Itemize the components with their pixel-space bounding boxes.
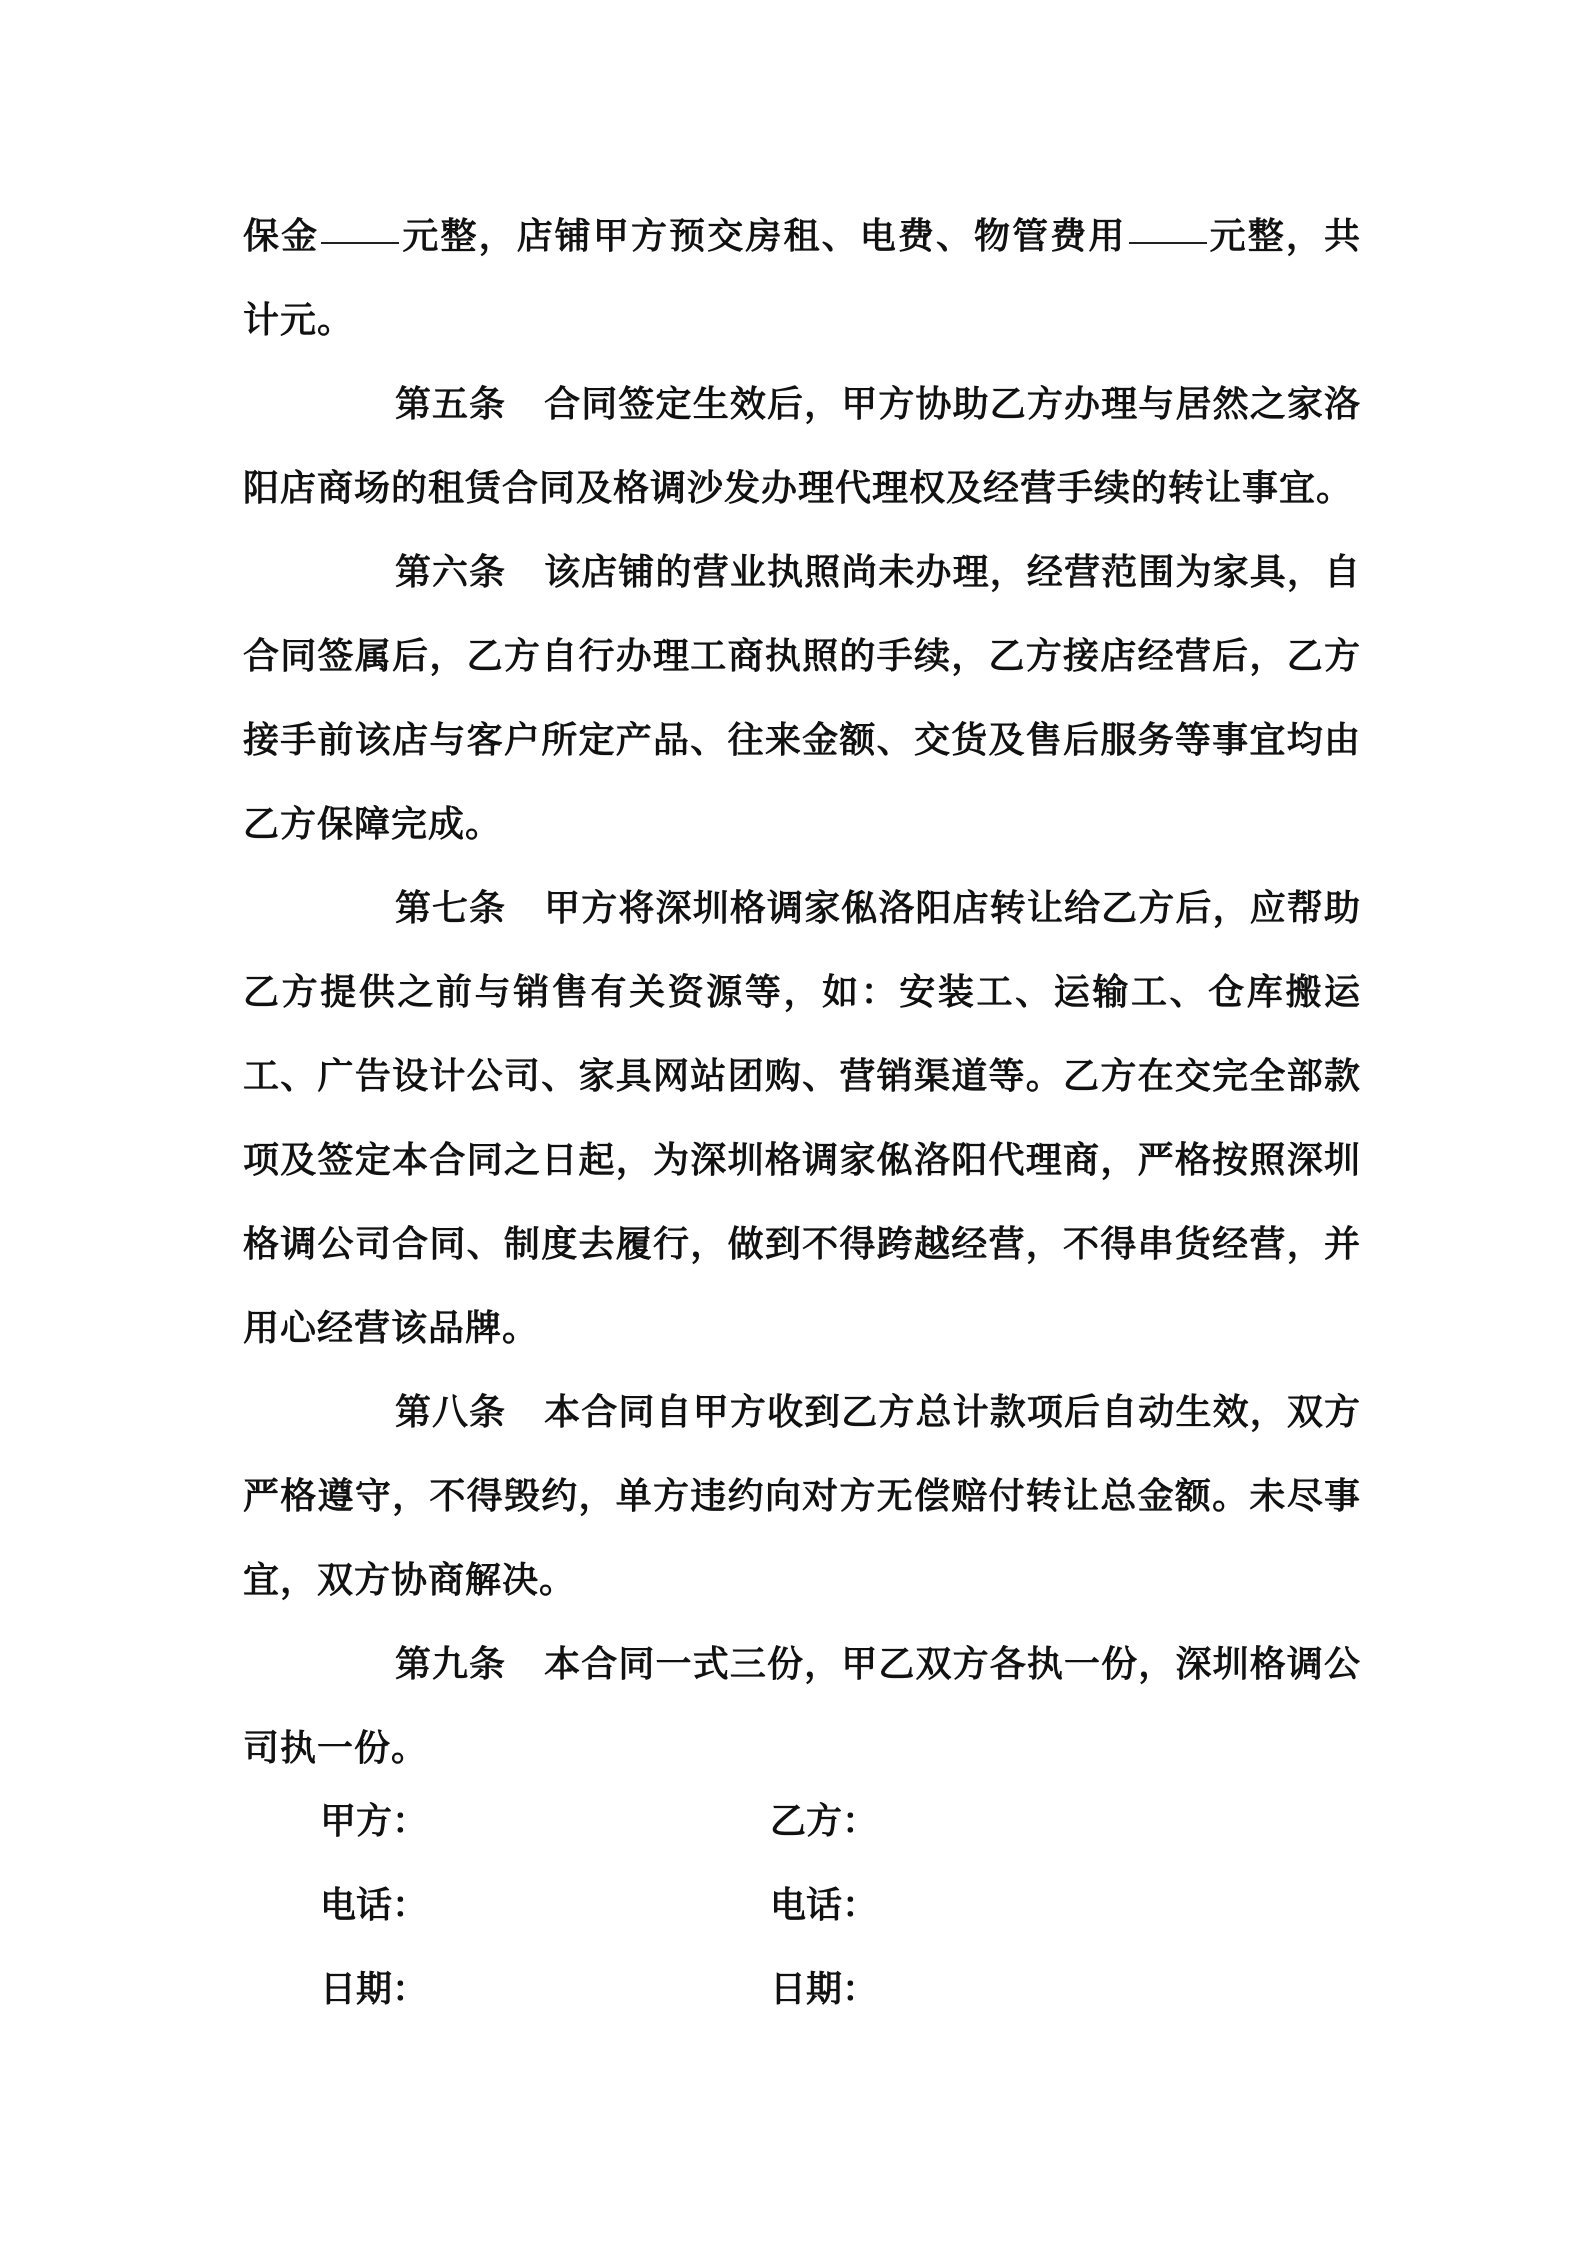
signature-row-phone: [320, 1864, 1220, 1948]
article-5: [243, 363, 1361, 531]
article-number: 第九条: [395, 1644, 507, 1685]
article-text: 甲方将深圳格调家俬洛阳店转让给乙方后，应帮助乙方提供之前与销售有关资源等，如：安装工、运输工、仓库搬运工、广告设计公司、家具网站团购、营销渠道等。乙方在交完全部款项及签定本合同之日起，为深圳格调家俬洛阳代理商，严格按照深圳格调公司合同、制度去履行，做到不得跨越经营，不得串货经营，并用心经营该品牌。: [243, 888, 1361, 1349]
article-number: 第五条: [395, 384, 507, 425]
continuation-text-3: 元整，共计元。: [243, 216, 1361, 341]
blank-line-deposit: [321, 241, 399, 244]
article-text: 本合同一式三份，甲乙双方各执一份，深圳格调公司执一份。: [243, 1644, 1361, 1769]
party-a-phone-label: 电话：: [320, 1885, 429, 1926]
article-text: 本合同自甲方收到乙方总计款项后自动生效，双方严格遵守，不得毁约，单方违约向对方无偿赔付转让总金额。未尽事宜，双方协商解决。: [243, 1392, 1361, 1601]
party-b-phone-label: 电话：: [770, 1885, 879, 1926]
article-number: 第七条: [395, 888, 507, 929]
party-a-date-label: 日期：: [320, 1969, 429, 2010]
article-text: 该店铺的营业执照尚未办理，经营范围为家具，自合同签属后，乙方自行办理工商执照的手续，乙方接店经营后，乙方接手前该店与客户所定产品、往来金额、交货及售后服务等事宜均由乙方保障完成。: [243, 552, 1361, 845]
continuation-text-2: 元整，店铺甲方预交房租、电费、物管费用: [401, 216, 1127, 257]
party-b-label: 乙方：: [770, 1801, 879, 1842]
party-a-label: 甲方：: [320, 1801, 429, 1842]
continuation-text-1: 保金: [243, 216, 320, 257]
party-b-date-label: 日期：: [770, 1969, 879, 2010]
article-number: 第六条: [395, 552, 507, 593]
article-text: 合同签定生效后，甲方协助乙方办理与居然之家洛阳店商场的租赁合同及格调沙发办理代理权及经营手续的转让事宜。: [243, 384, 1361, 509]
contract-body: [243, 195, 1361, 1791]
blank-line-fees: [1129, 241, 1207, 244]
signature-row-party: [320, 1780, 1220, 1864]
article-8: [243, 1371, 1361, 1623]
continuation-paragraph: [243, 195, 1361, 363]
signature-row-date: [320, 1948, 1220, 2032]
article-7: [243, 867, 1361, 1371]
signature-block: [320, 1780, 1220, 2032]
article-9: [243, 1623, 1361, 1791]
article-number: 第八条: [395, 1392, 507, 1433]
article-6: [243, 531, 1361, 867]
